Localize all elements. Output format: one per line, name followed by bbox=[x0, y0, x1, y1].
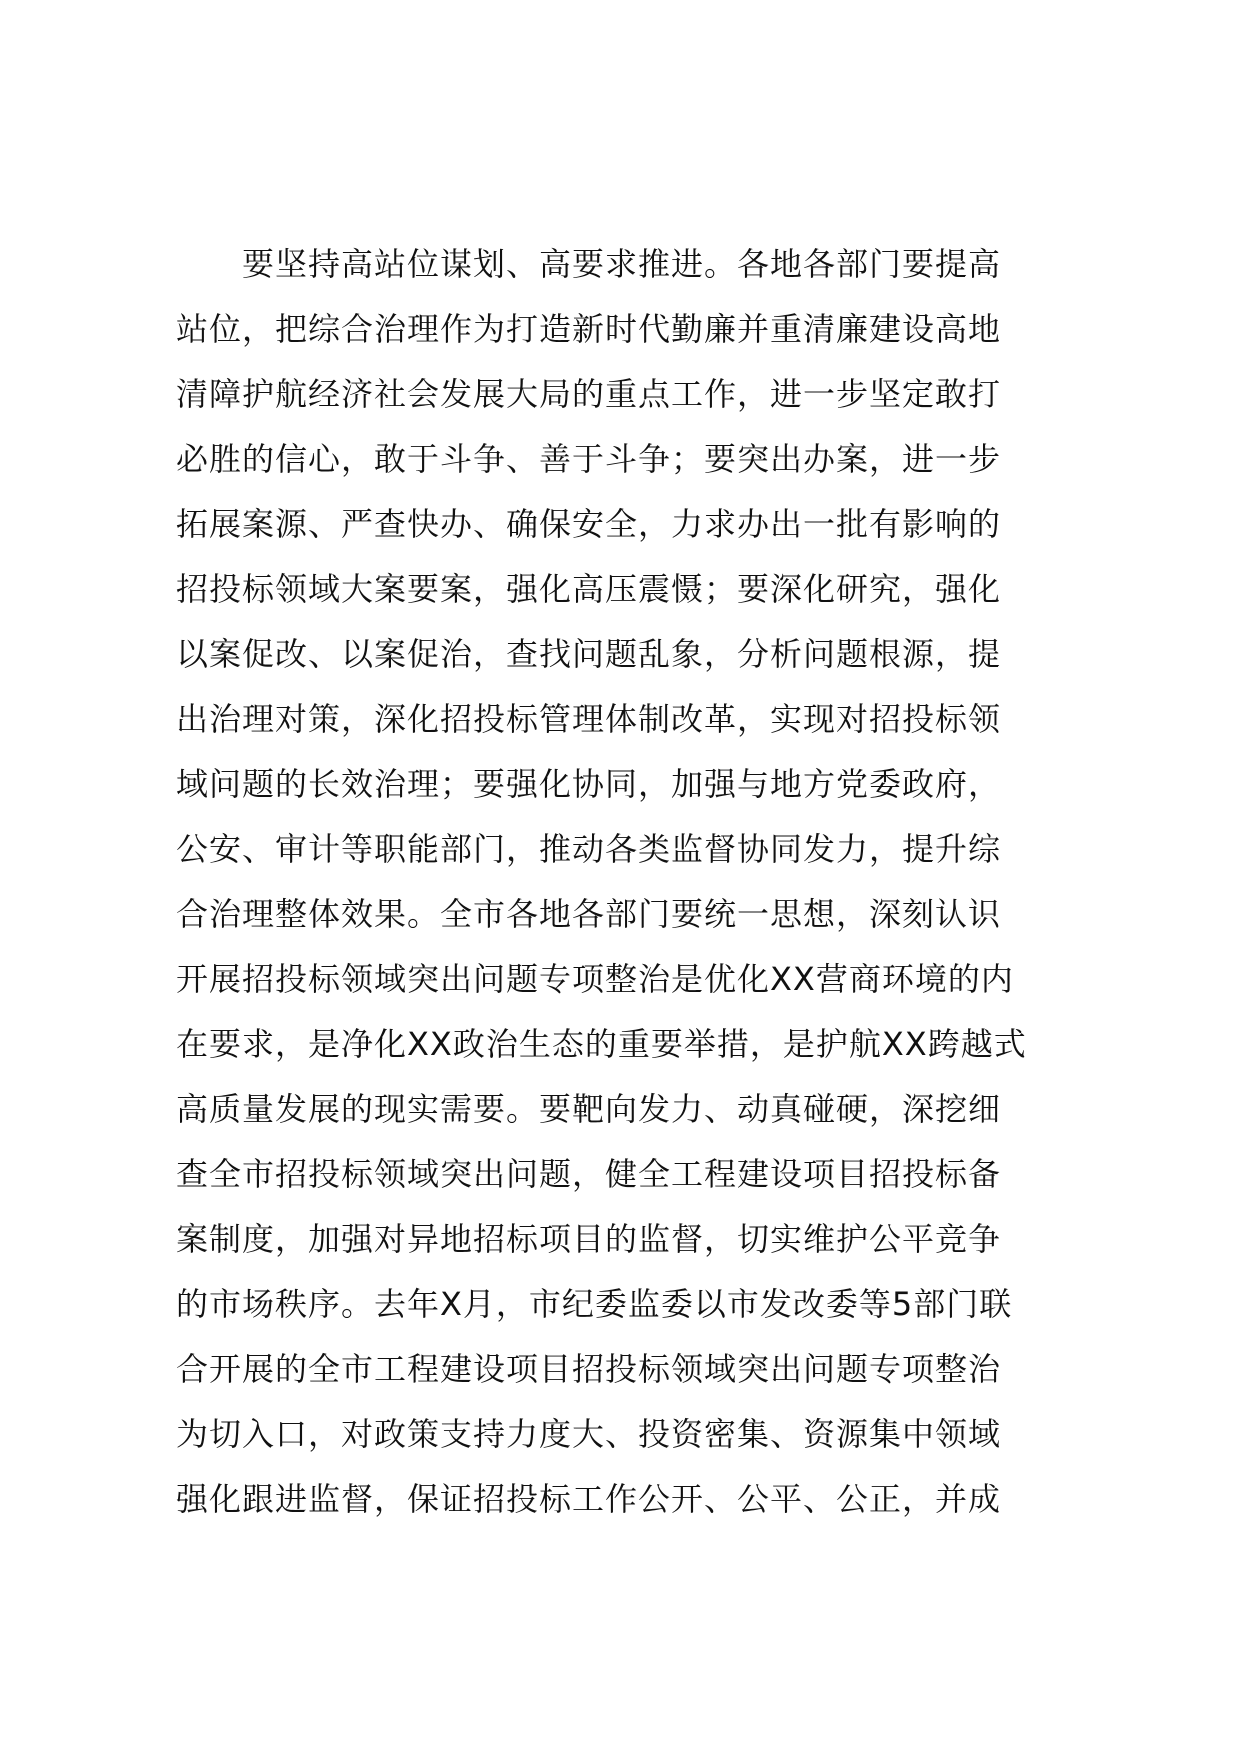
paragraph-line: 为切入口，对政策支持力度大、投资密集、资源集中领域 bbox=[176, 1415, 1002, 1453]
paragraph-line: 拓展案源、严查快办、确保安全，力求办出一批有影响的 bbox=[176, 505, 1002, 543]
paragraph-line: 出治理对策，深化招投标管理体制改革，实现对招投标领 bbox=[176, 700, 1002, 738]
paragraph-line: 开展招投标领域突出问题专项整治是优化XX营商环境的内 bbox=[176, 960, 1014, 998]
paragraph-line: 合开展的全市工程建设项目招投标领域突出问题专项整治 bbox=[176, 1350, 1002, 1388]
paragraph-line: 域问题的长效治理；要强化协同，加强与地方党委政府， bbox=[176, 765, 1002, 803]
paragraph-line: 在要求，是净化XX政治生态的重要举措，是护航XX跨越式 bbox=[176, 1025, 1027, 1063]
paragraph-line: 招投标领域大案要案，强化高压震慑；要深化研究，强化 bbox=[176, 570, 1002, 608]
paragraph-line: 站位，把综合治理作为打造新时代勤廉并重清廉建设高地 bbox=[176, 310, 1002, 348]
paragraph-line: 清障护航经济社会发展大局的重点工作，进一步坚定敢打 bbox=[176, 375, 1002, 413]
paragraph-line: 的市场秩序。去年X月，市纪委监委以市发改委等5部门联 bbox=[176, 1285, 1013, 1323]
paragraph-line: 案制度，加强对异地招标项目的监督，切实维护公平竞争 bbox=[176, 1220, 1002, 1258]
paragraph-line: 必胜的信心，敢于斗争、善于斗争；要突出办案，进一步 bbox=[176, 440, 1002, 478]
paragraph-line: 高质量发展的现实需要。要靶向发力、动真碰硬，深挖细 bbox=[176, 1090, 1002, 1128]
paragraph-line: 强化跟进监督，保证招投标工作公开、公平、公正，并成 bbox=[176, 1480, 1002, 1518]
paragraph-line: 公安、审计等职能部门，推动各类监督协同发力，提升综 bbox=[176, 830, 1002, 868]
paragraph-line: 合治理整体效果。全市各地各部门要统一思想，深刻认识 bbox=[176, 895, 1002, 933]
paragraph-line: 要坚持高站位谋划、高要求推进。各地各部门要提高 bbox=[242, 245, 1002, 283]
body-paragraph bbox=[176, 232, 1116, 1532]
paragraph-line: 查全市招投标领域突出问题，健全工程建设项目招投标备 bbox=[176, 1155, 1002, 1193]
paragraph-line: 以案促改、以案促治，查找问题乱象，分析问题根源，提 bbox=[176, 635, 1002, 673]
